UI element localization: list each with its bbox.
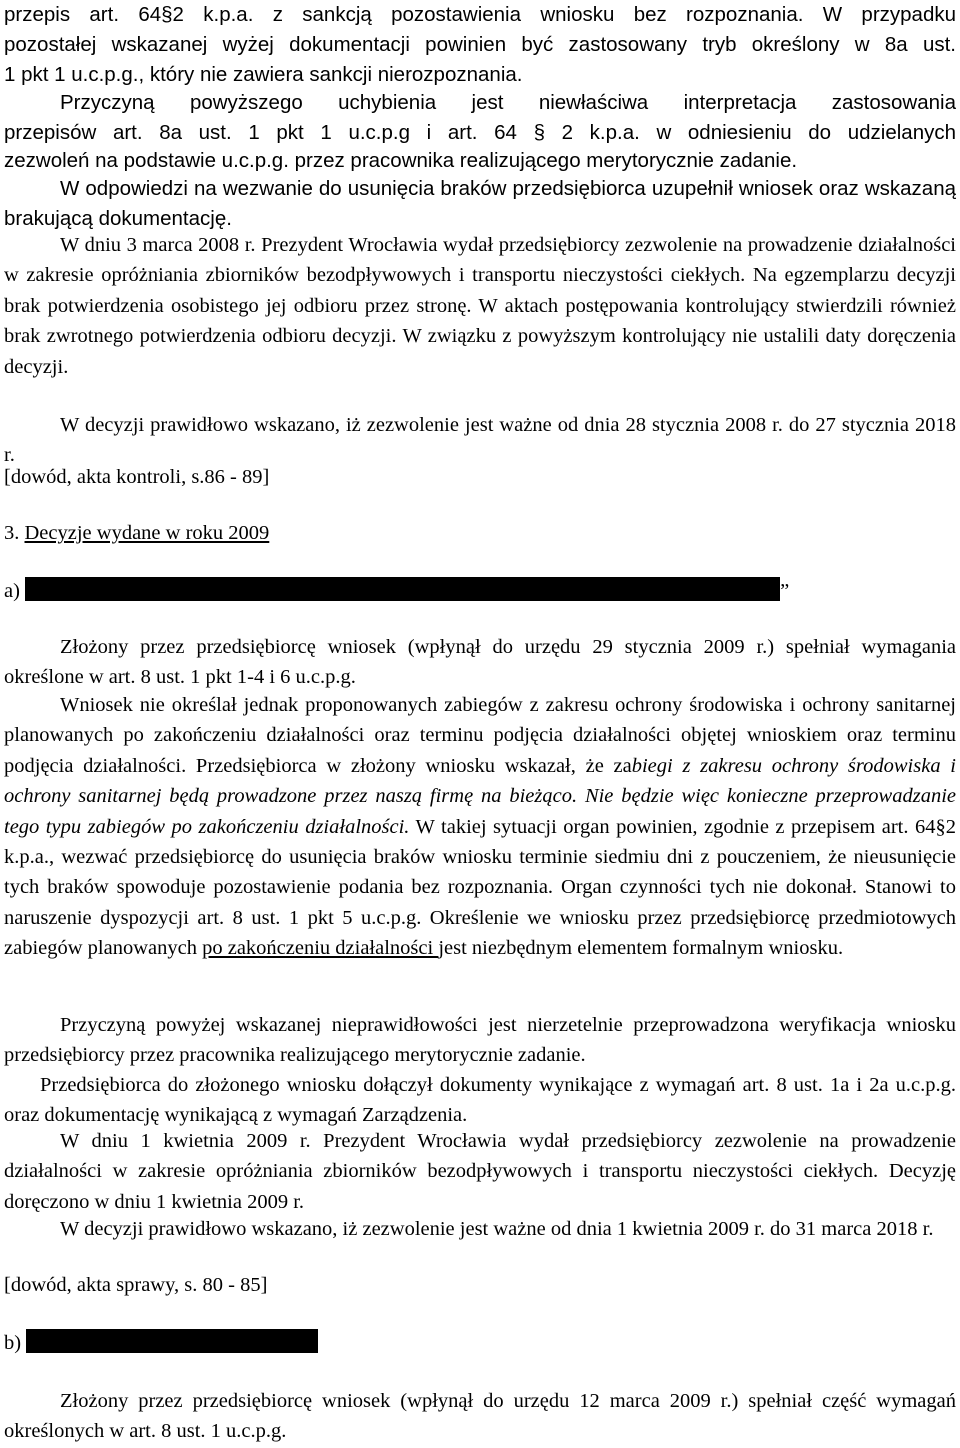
paragraph-7: [4, 690, 956, 964]
paragraph-6: Złożony przez przedsiębiorcę wniosek (wpłynął do urzędu 29 stycznia 2009 r.) spełniał wymagania określone w art. 8 ust. 1 pkt 1-4 i 6 u.c.p.g.: [4, 636, 956, 689]
paragraph-5: W decyzji prawidłowo wskazano, iż zezwolenie jest ważne od dnia 28 stycznia 2008 r. do 27 stycznia 2018 r.: [4, 414, 956, 467]
paragraph-2-line-2: przepisów art. 8a ust. 1 pkt 1 u.c.p.g i art. 64 § 2 k.p.a. w odniesieniu do udzielanych: [4, 121, 956, 144]
paragraph-2-line-1: Przyczyną powyższego uchybienia jest niewłaściwa interpretacja zastosowania: [60, 91, 956, 114]
item-b: [4, 1328, 956, 1358]
paragraph-12: Złożony przez przedsiębiorcę wniosek (wpłynął do urzędu 12 marca 2009 r.) spełniał część wymagań określonych w art. 8 ust. 1 u.c.p.g.: [4, 1390, 956, 1443]
paragraph-7-text-a: Wniosek nie określał jednak proponowanych zabiegów z zakresu ochrony środowiska i ochrony sanitarnej planowanych po zakończeniu działalności oraz terminu podjęcia działalności objętej wnioskiem oraz terminu podjęcia działalności. Przedsiębiorca w złożony wniosku wskazał, że za: [4, 694, 956, 777]
item-b-label: b): [4, 1332, 22, 1354]
paragraph-1-line-1: przepis art. 64§2 k.p.a. z sankcją pozostawienia wniosku bez rozpoznania. W przypadku: [4, 3, 956, 26]
item-a: [4, 576, 956, 606]
paragraph-7-text-b: W takiej sytuacji organ powinien, zgodnie z przepisem art. 64§2 k.p.a., wezwać przedsiębiorcę do usunięcia braków wniosku terminie siedmiu dni z pouczeniem, że nieusunięcie tych braków spowoduje pozostawienie podania bez rozpoznania. Organ czynności tych nie dokonał. Stanowi to naruszenie dyspozycji art. 8 ust. 1 pkt 5 u.c.p.g. Określenie we wniosku przez przedsiębiorcę przedmiotowych zabiegów planowanych: [4, 815, 956, 960]
evidence-citation-1: [dowód, akta kontroli, s.86 - 89]: [4, 466, 270, 488]
paragraph-7-text-c: jest niezbędnym elementem formalnym wniosku.: [438, 937, 844, 960]
evidence-citation-2: [dowód, akta sprawy, s. 80 - 85]: [4, 1274, 268, 1296]
paragraph-10: W dniu 1 kwietnia 2009 r. Prezydent Wrocławia wydał przedsiębiorcy zezwolenie na prowadzenie działalności w zakresie opróżniania zbiorników bezodpływowych i transportu nieczystości ciekłych. Decyzję doręczono w dniu 1 kwietnia 2009 r.: [4, 1130, 956, 1213]
paragraph-3: W odpowiedzi na wezwanie do usunięcia braków przedsiębiorca uzupełnił wniosek oraz wskazaną brakującą dokumentację.: [4, 177, 956, 231]
redacted-block: [25, 577, 780, 601]
section-number: 3.: [4, 522, 20, 544]
paragraph-7-quote: biegi z zakresu ochrony środowiska i ochrony sanitarnej będą prowadzone przez naszą firmę na bieżąco. Nie będzie więc konieczne przeprowadzanie tego typu zabiegów po zakończeniu działalności.: [4, 754, 956, 838]
section-heading: [4, 518, 956, 548]
paragraph-1-line-2: pozostałej wskazanej wyżej dokumentacji powinien być zastosowany tryb określony w 8a ust.: [4, 33, 956, 56]
paragraph-4: W dniu 3 marca 2008 r. Prezydent Wrocławia wydał przedsiębiorcy zezwolenie na prowadzenie działalności w zakresie opróżniania zbiorników bezodpływowych i transportu nieczystości ciekłych. Na egzemplarzu decyzji brak potwierdzenia osobistego jej odbioru przez stronę. W aktach postępowania kontrolujący stwierdzili również brak zwrotnego potwierdzenia odbioru decyzji. W związku z powyższym kontrolujący nie ustalili daty doręczenia decyzji.: [4, 234, 956, 378]
paragraph-11: W decyzji prawidłowo wskazano, iż zezwolenie jest ważne od dnia 1 kwietnia 2009 r. do 31 marca 2018 r.: [60, 1218, 934, 1240]
paragraph-9: Przedsiębiorca do złożonego wniosku dołączył dokumenty wynikające z wymagań art. 8 ust. 1a i 2a u.c.p.g. oraz dokumentację wynikającą z wymagań Zarządzenia.: [4, 1074, 956, 1127]
paragraph-2-line-3: zezwoleń na podstawie u.c.p.g. przez pracownika realizującego merytorycznie zadanie.: [4, 149, 798, 172]
redacted-block: [26, 1329, 318, 1353]
closing-quote: ”: [780, 580, 790, 602]
paragraph-7-underlined: po zakończeniu działalności: [202, 937, 439, 960]
section-title: Decyzje wydane w roku 2009: [24, 522, 270, 544]
paragraph-1-line-3: 1 pkt 1 u.c.p.g., który nie zawiera sankcji nierozpoznania.: [4, 63, 523, 86]
paragraph-8: Przyczyną powyżej wskazanej nieprawidłowości jest nierzetelnie przeprowadzona weryfikacja wniosku przedsiębiorcy przez pracownika realizującego merytorycznie zadanie.: [4, 1014, 956, 1067]
item-a-label: a): [4, 580, 20, 602]
